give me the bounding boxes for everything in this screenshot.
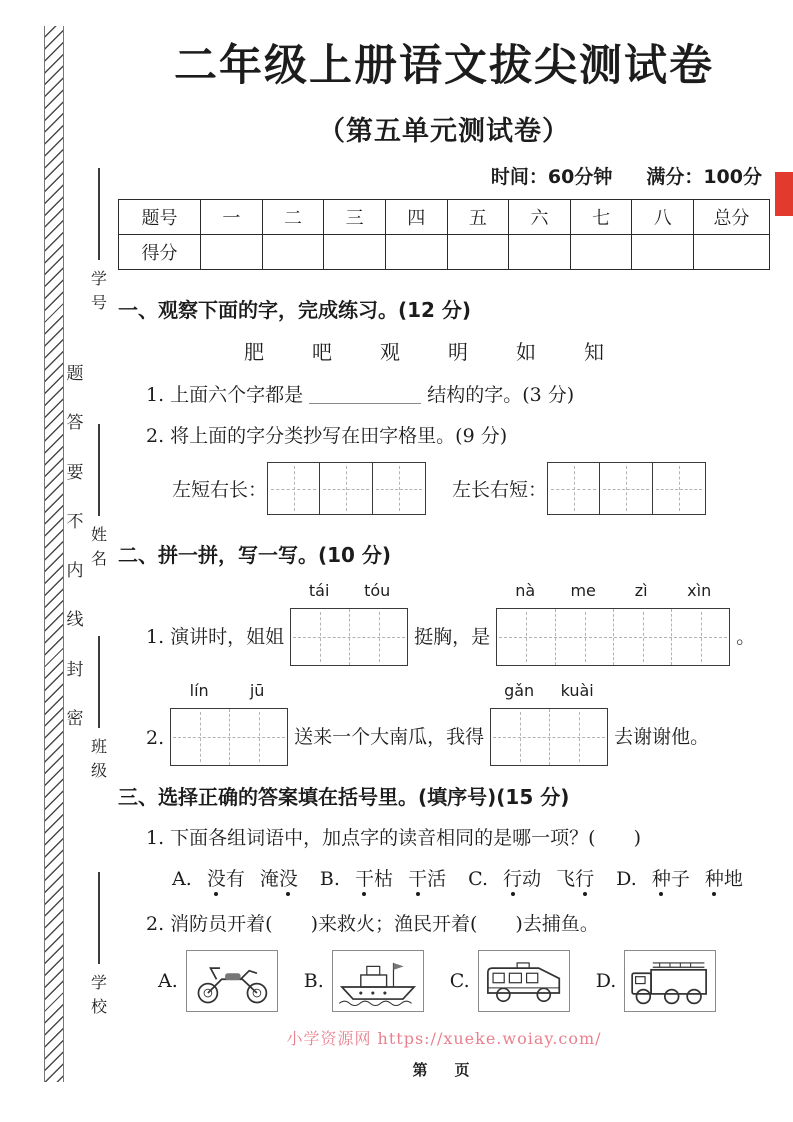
writing-cell <box>491 709 549 765</box>
option-label: C. <box>449 970 470 992</box>
writing-cell <box>671 609 729 665</box>
option-label: A. <box>172 868 192 890</box>
word-part: 动 <box>522 868 542 890</box>
tian-grid-cell <box>547 462 600 515</box>
section2-question2 <box>118 681 770 766</box>
writing-cell <box>497 609 555 665</box>
page-subtitle: （第五单元测试卷） <box>318 116 570 147</box>
score-header-cell: 七 <box>570 200 632 235</box>
question-text: 1. 上面六个字都是 <box>146 384 304 406</box>
pinyin-row <box>496 581 730 608</box>
name-field <box>88 424 110 571</box>
ambulance-van-icon <box>478 950 570 1012</box>
pinyin: nà <box>515 581 536 600</box>
dotted-character: 种 <box>705 864 724 891</box>
picture-option-c <box>450 950 570 1012</box>
option-word <box>207 868 245 890</box>
character: 如 <box>516 340 536 364</box>
score-header-cell: 一 <box>201 200 263 235</box>
pinyin-writing-box <box>490 681 608 766</box>
tian-grid-cell <box>653 462 706 515</box>
pinyin: lín <box>189 681 209 700</box>
score-header-cell: 六 <box>509 200 571 235</box>
word-part: 有 <box>225 868 245 890</box>
tian-grid-group <box>547 462 706 515</box>
option-b <box>320 864 446 891</box>
pinyin: tái <box>308 581 330 600</box>
option-label: D. <box>595 970 617 992</box>
dotted-character: 没 <box>279 864 298 891</box>
section3-question1: 1. 下面各组词语中，加点字的读音相同的是哪一项？( ) <box>146 827 641 849</box>
score-table <box>118 199 770 270</box>
pinyin-row <box>490 681 608 708</box>
option-label: A. <box>158 970 178 992</box>
seal-hatch-band <box>44 26 64 1082</box>
name-blank-line <box>98 424 99 516</box>
dotted-character: 种 <box>652 864 671 891</box>
section1-question1 <box>118 380 770 407</box>
tian-grid-row <box>118 462 770 515</box>
option-word <box>503 868 541 890</box>
section2-question1 <box>118 581 770 666</box>
section3-heading: 三、选择正确的答案填在括号里。(填序号)(15 分) <box>118 785 570 809</box>
school-label: 学校 <box>90 973 107 1016</box>
pinyin: gǎn <box>504 681 535 700</box>
word-part: 淹 <box>259 868 279 890</box>
writing-cell <box>229 709 287 765</box>
picture-option-b <box>304 950 424 1012</box>
writing-cell <box>613 609 671 665</box>
character: 知 <box>584 340 604 364</box>
writing-grid <box>490 708 608 766</box>
full-score: 满分：100分 <box>646 166 762 188</box>
page-number: 第 页 <box>412 1061 476 1079</box>
question-text: 送来一个大南瓜，我得 <box>294 726 485 748</box>
score-cell-empty <box>324 235 386 270</box>
writing-cell <box>171 709 229 765</box>
tian-grid-cell <box>373 462 426 515</box>
exam-meta <box>118 162 762 189</box>
left-long-right-short-label: 左长右短： <box>452 479 548 501</box>
word-part: 活 <box>427 868 447 890</box>
left-short-right-long-label: 左短右长： <box>172 479 268 501</box>
student-number-field <box>88 168 110 315</box>
pinyin: jū <box>249 681 265 700</box>
exam-content <box>118 0 770 1080</box>
character: 肥 <box>244 340 264 364</box>
character: 吧 <box>312 340 332 364</box>
class-field <box>88 636 110 783</box>
score-cell-empty <box>385 235 447 270</box>
option-word <box>355 868 393 890</box>
score-header-cell: 四 <box>385 200 447 235</box>
score-header-cell: 八 <box>632 200 694 235</box>
tian-grid-cell <box>600 462 653 515</box>
class-blank-line <box>98 636 99 728</box>
score-cell-empty <box>570 235 632 270</box>
class-label: 班级 <box>90 737 107 780</box>
pinyin: kuài <box>560 681 594 700</box>
question-text: 1. 演讲时，姐姐 <box>146 626 285 648</box>
section2-heading: 二、拼一拼，写一写。(10 分) <box>118 543 392 567</box>
student-number-blank-line <box>98 168 99 260</box>
pinyin: tóu <box>364 581 391 600</box>
option-word <box>705 868 743 890</box>
fire-truck-icon <box>624 950 716 1012</box>
picture-option-d <box>596 950 717 1012</box>
section1-heading: 一、观察下面的字，完成练习。(12 分) <box>118 298 472 322</box>
option-c <box>468 864 594 891</box>
writing-cell <box>549 709 607 765</box>
option-word <box>652 868 690 890</box>
character-list <box>118 336 730 365</box>
score-table-score-row <box>119 235 770 270</box>
dotted-character: 行 <box>503 864 522 891</box>
tian-grid-group <box>267 462 426 515</box>
red-edge-mark <box>775 172 793 216</box>
section1-question2: 2. 将上面的字分类抄写在田字格里。(9 分) <box>146 425 508 447</box>
option-label: C. <box>468 868 488 890</box>
option-label: B. <box>319 868 340 890</box>
dotted-character: 没 <box>207 864 226 891</box>
tian-grid-cell <box>267 462 320 515</box>
question-text: 。 <box>736 626 756 648</box>
pinyin-writing-box <box>170 681 288 766</box>
question-text: 结构的字。(3 分) <box>427 384 575 406</box>
writing-cell <box>291 609 349 665</box>
page-title: 二年级上册语文拔尖测试卷 <box>174 41 714 91</box>
score-cell-empty <box>509 235 571 270</box>
score-header-cell: 二 <box>262 200 324 235</box>
score-cell-empty <box>632 235 694 270</box>
pinyin-row <box>290 581 408 608</box>
ship-icon <box>332 950 424 1012</box>
option-word <box>260 868 298 890</box>
score-cell-empty <box>262 235 324 270</box>
answer-blank-line <box>309 383 421 404</box>
score-header-cell: 题号 <box>119 200 201 235</box>
word-part: 地 <box>723 868 743 890</box>
score-cell-empty <box>447 235 509 270</box>
character: 观 <box>380 340 400 364</box>
word-part: 枯 <box>374 868 394 890</box>
site-watermark: 小学资源网 https://xueke.woiay.com/ <box>286 1029 602 1048</box>
pinyin: xìn <box>687 581 712 600</box>
score-table-header-row <box>119 200 770 235</box>
dotted-character: 行 <box>575 864 594 891</box>
question-text: 去谢谢他。 <box>614 726 710 748</box>
score-header-cell: 三 <box>324 200 386 235</box>
pinyin: zì <box>634 581 648 600</box>
writing-cell <box>349 609 407 665</box>
option-label: B. <box>303 970 324 992</box>
pinyin-row <box>170 681 288 708</box>
section3-q1-options <box>118 864 770 891</box>
pinyin-writing-box <box>496 581 730 666</box>
tian-grid-cell <box>320 462 373 515</box>
student-number-label: 学号 <box>90 269 107 312</box>
option-word <box>408 868 446 890</box>
question-number: 2. <box>146 727 165 749</box>
pinyin: me <box>570 581 596 600</box>
school-field <box>88 872 110 1019</box>
score-header-cell: 五 <box>447 200 509 235</box>
motorcycle-icon <box>186 950 278 1012</box>
option-label: D. <box>616 868 637 890</box>
word-part: 子 <box>670 868 690 890</box>
score-row-label: 得分 <box>119 235 201 270</box>
question-text: 挺胸，是 <box>414 626 491 648</box>
seal-line-text: 题答要不内线封密 <box>66 364 84 730</box>
dotted-character: 干 <box>355 864 374 891</box>
character: 明 <box>448 340 468 364</box>
word-part: 飞 <box>556 868 576 890</box>
writing-cell <box>555 609 613 665</box>
writing-grid <box>496 608 730 666</box>
option-d <box>616 864 743 891</box>
option-word <box>556 868 594 890</box>
writing-grid <box>170 708 288 766</box>
name-label: 姓名 <box>90 525 107 568</box>
dotted-character: 干 <box>408 864 427 891</box>
picture-option-a <box>158 950 278 1012</box>
section3-question2: 2. 消防员开着( )来救火；渔民开着( )去捕鱼。 <box>146 913 599 935</box>
time-limit: 时间：60分钟 <box>490 166 613 188</box>
section3-q2-picture-options <box>118 950 770 1012</box>
score-header-cell: 总分 <box>694 200 770 235</box>
score-cell-empty <box>694 235 770 270</box>
pinyin-writing-box <box>290 581 408 666</box>
option-a <box>172 864 298 891</box>
school-blank-line <box>98 872 99 964</box>
score-cell-empty <box>201 235 263 270</box>
writing-grid <box>290 608 408 666</box>
